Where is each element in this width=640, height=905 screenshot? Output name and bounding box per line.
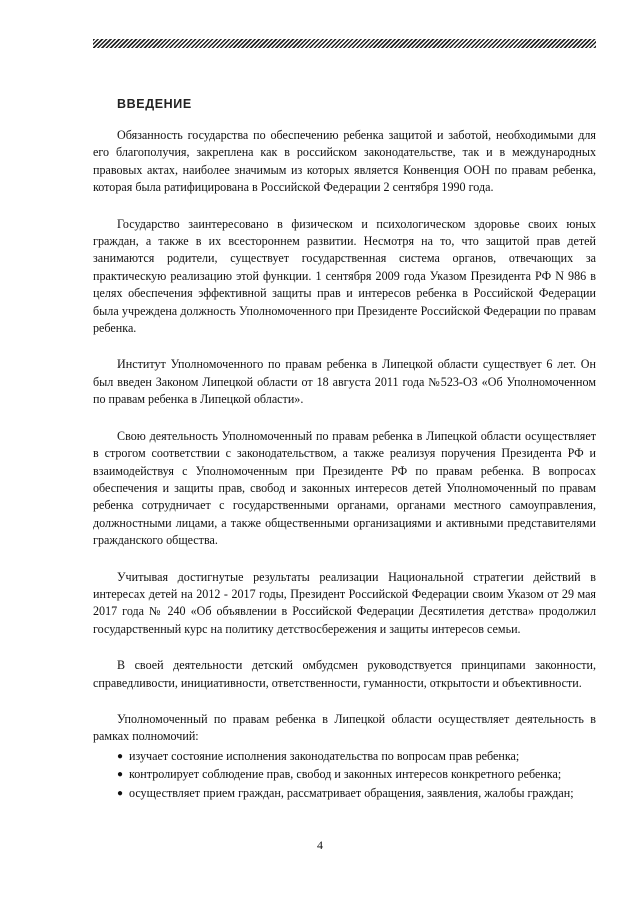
header-rule	[93, 39, 596, 48]
powers-list	[93, 748, 596, 802]
bullet-icon: ●	[117, 750, 124, 762]
list-item-text: контролирует соблюдение прав, свобод и законных интересов конкретного ребенка;	[129, 767, 562, 782]
list-item-text: изучает состояние исполнения законодательства по вопросам прав ребенка;	[129, 748, 520, 763]
list-item	[93, 766, 596, 783]
list-item-text: осуществляет прием граждан, рассматривает обращения, заявления, жалобы граждан;	[129, 785, 574, 800]
list-item	[93, 785, 596, 802]
section-heading: ВВЕДЕНИЕ	[117, 97, 192, 111]
paragraph: Свою деятельность Уполномоченный по правам ребенка в Липецкой области осуществляет в строгом соответствии с законодательством, а также реализуя поручения Президента РФ и взаимодействуя с Уполномоченным при Президенте РФ по правам ребенка. В вопросах обеспечения и защиты прав, свобод и законных интересов детей Уполномоченный по правам ребенка сотрудничает с государственными органами, органами местного самоуправления, должностными лицами, а также общественными организациями и активными представителями гражданского общества.	[93, 428, 596, 548]
paragraph: В своей деятельности детский омбудсмен руководствуется принципами законности, справедливости, инициативности, ответственности, гуманности, открытости и объективности.	[93, 658, 596, 690]
list-item	[93, 748, 596, 765]
paragraph: Государство заинтересовано в физическом и психологическом здоровье своих юных граждан, а также в их всестороннем развитии. Несмотря на то, что защитой прав детей занимаются родители, существует государственная система органов, отвечающих за практическую реализацию этой функции. 1 сентября 2009 года Указом Президента РФ N 986 в целях обеспечения эффективной защиты прав и интересов ребенка в Российской Федерации была учреждена должность Уполномоченного при Президенте Российской Федерации по правам ребенка.	[93, 216, 596, 336]
bullet-icon: ●	[117, 787, 124, 799]
powers-lead-paragraph: Уполномоченный по правам ребенка в Липецкой области осуществляет деятельность в рамках полномочий:	[93, 711, 596, 744]
paragraph: Учитывая достигнутые результаты реализации Национальной стратегии действий в интересах детей на 2012 - 2017 годы, Президент Российской Федерации своим Указом от 29 мая 2017 года № 240 «Об объявлении в Российской Федерации Десятилетия детства» продолжил государственный курс на политику детствосбережения и защиты интересов семьи.	[93, 569, 596, 636]
paragraph: Обязанность государства по обеспечению ребенка защитой и заботой, необходимыми для его благополучия, закреплена как в российском законодательстве, так и в международных правовых актах, наиболее значимым из которых является Конвенция ООН по правам ребенка, которая была ратифицирована в Российской Федерации 2 сентября 1990 года.	[93, 128, 596, 195]
bullet-icon: ●	[117, 769, 124, 781]
page-number: 4	[317, 838, 323, 852]
document-body	[93, 127, 596, 803]
paragraph: Институт Уполномоченного по правам ребенка в Липецкой области существует 6 лет. Он был введен Законом Липецкой области от 18 августа 2011 года №523-ОЗ «Об Уполномоченном по правам ребенка в Липецкой области».	[93, 357, 596, 407]
